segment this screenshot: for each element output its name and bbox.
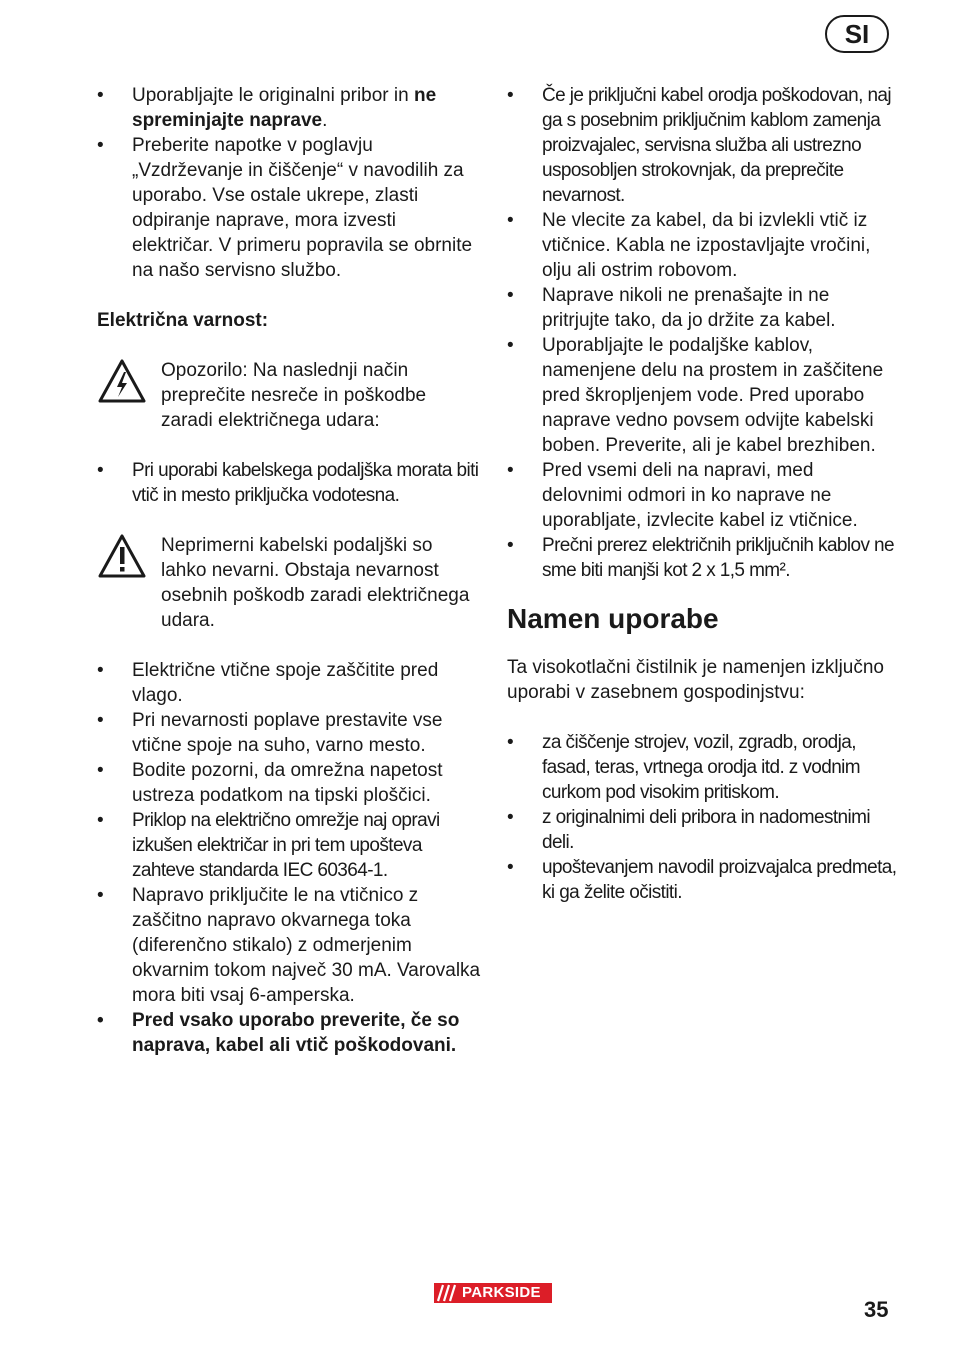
list-item: • Pri uporabi kabelskega podaljška morata biti vtič in mesto priključka vodotesna. [97, 458, 482, 508]
section-title-intended-use: Namen uporabe [507, 603, 719, 634]
bullet-list-cable [507, 83, 897, 583]
warning-text: Opozorilo: Na naslednji način preprečite nesreče in poškodbe zaradi električnega udara: [161, 360, 427, 431]
list-item: • upoštevanjem navodil proizvajalca predmeta, ki ga želite očistiti. [507, 855, 897, 905]
list-item: • za čiščenje strojev, vozil, zgradb, orodja, fasad, teras, vrtnega orodja itd. z vodnim curkom pod visokim pritiskom. [507, 730, 897, 805]
list-item-bold: • Pred vsako uporabo preverite, če so naprava, kabel ali vtič poškodovani. [97, 1008, 482, 1058]
list-item: • z originalnimi deli pribora in nadomestnimi deli. [507, 805, 897, 855]
caution-text: Neprimerni kabelski podaljški so lahko nevarni. Obstaja nevarnost osebnih poškodb zaradi električnega udara. [161, 535, 470, 631]
list-item: • Električne vtične spoje zaščitite pred vlago. [97, 658, 482, 708]
list-item: • Pred vsemi deli na napravi, med delovnimi odmori in ko naprave ne uporabljate, izvlecite kabel iz vtičnice. [507, 458, 897, 533]
warning-block [97, 358, 482, 433]
intro-paragraph: Ta visokotlačni čistilnik je namenjen izključno uporabi v zasebnem gospodinjstvu: [507, 657, 885, 703]
list-item: • Prečni prerez električnih priključnih kablov ne sme biti manjši kot 2 x 1,5 mm². [507, 533, 897, 583]
caution-block [97, 533, 482, 633]
exclamation-warning-icon [97, 533, 161, 633]
bullet-list-bottom [97, 658, 482, 1058]
list-item: • Preberite napotke v poglavju „Vzdrževanje in čiščenje“ v navodilih za uporabo. Vse ostale ukrepe, zlasti odpiranje naprave, mora izvesti električar. V primeru popravila se obrnite na našo servisno službo. [97, 133, 482, 283]
left-column [97, 83, 482, 1058]
list-item: • Pri nevarnosti poplave prestavite vse vtične spoje na suho, varno mesto. [97, 708, 482, 758]
list-item: • Bodite pozorni, da omrežna napetost ustreza podatkom na tipski ploščici. [97, 758, 482, 808]
section-heading-electrical-safety: Električna varnost: [97, 310, 269, 331]
bullet-list-top [97, 83, 482, 283]
brand-slashes-icon [434, 1283, 460, 1303]
electric-hazard-icon [97, 358, 161, 433]
list-item: • Uporabljajte le originalni pribor in ne spreminjajte naprave. [97, 83, 482, 133]
brand-name: PARKSIDE [462, 1284, 541, 1301]
bullet-list-mid [97, 458, 482, 508]
right-column [507, 83, 897, 905]
language-badge: SI [825, 15, 889, 53]
list-item: • Naprave nikoli ne prenašajte in ne pritrjujte tako, da jo držite za kabel. [507, 283, 897, 333]
list-item: • Napravo priključite le na vtičnico z zaščitno napravo okvarnega toka (diferenčno stikalo) z odmerjenim okvarnim tokom največ 30 mA. Varovalka mora biti vsaj 6-amperska. [97, 883, 482, 1008]
bold-emphasis: ne spreminjajte naprave [132, 85, 437, 131]
bullet-list-use [507, 730, 897, 905]
brand-logo [434, 1283, 552, 1303]
list-item: • Priklop na električno omrežje naj opravi izkušen električar in pri tem upošteva zahteve standarda IEC 60364-1. [97, 808, 482, 883]
list-item: • Ne vlecite za kabel, da bi izvlekli vtič iz vtičnice. Kabla ne izpostavljajte vročini, olju ali ostrim robovom. [507, 208, 897, 283]
list-item: • Uporabljajte le podaljške kablov, namenjene delu na prostem in zaščitene pred škropljenjem vode. Pred uporabo naprave vedno povsem odvijte kabelski boben. Preverite, ali je kabel brezhiben. [507, 333, 897, 458]
page-number: 35 [864, 1297, 889, 1322]
list-item: • Če je priključni kabel orodja poškodovan, naj ga s posebnim priključnim kablom zamenja proizvajalec, servisna služba ali ustrezno usposobljen strokovnjak, da preprečite nevarnost. [507, 83, 897, 208]
